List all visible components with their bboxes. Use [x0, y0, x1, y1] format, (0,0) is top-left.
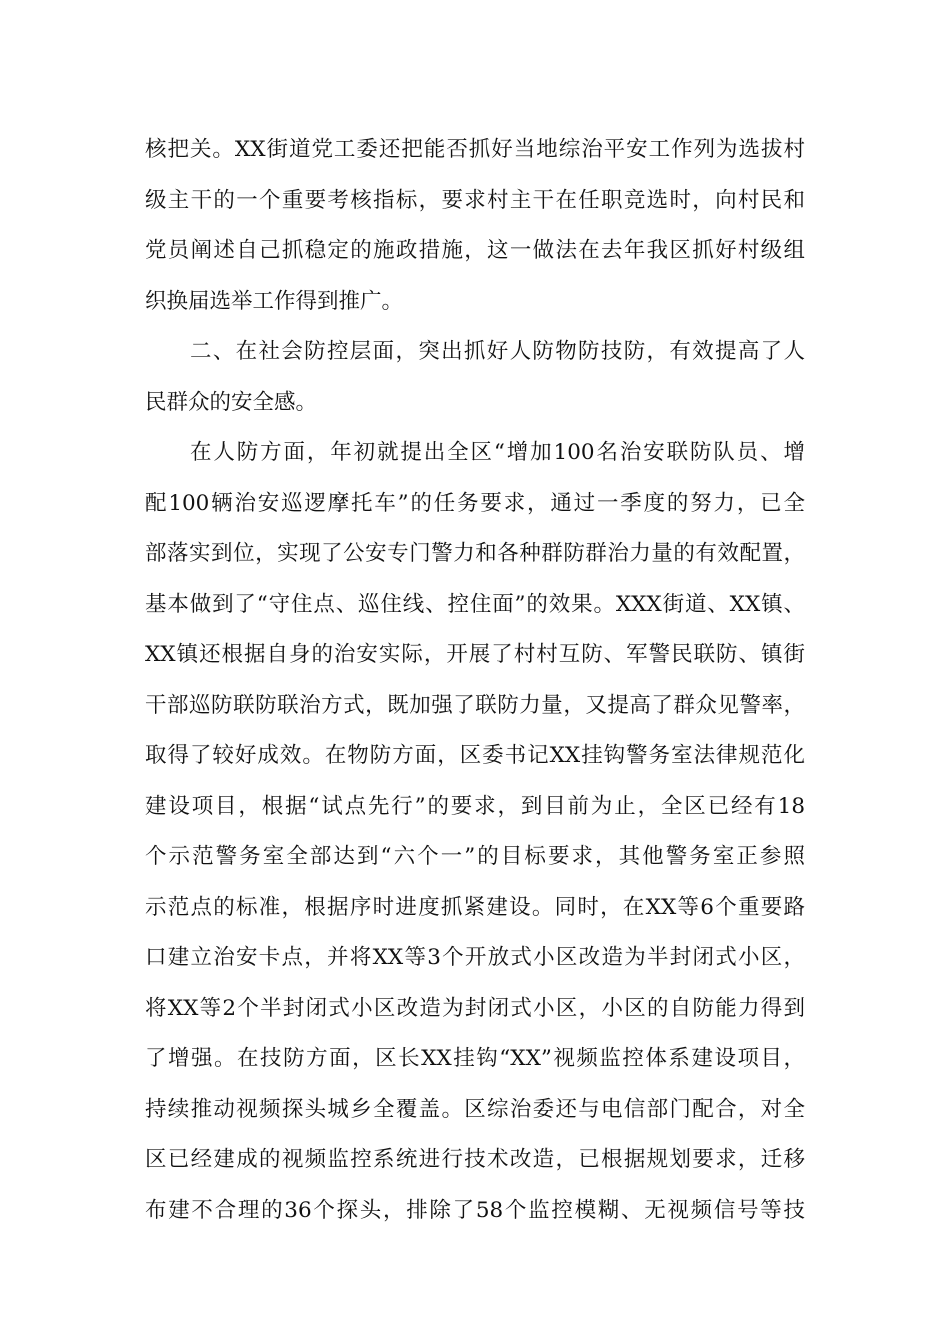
text-line: 党员阐述自己抓稳定的施政措施，这一做法在去年我区抓好村级组 [145, 238, 805, 263]
text-line: 持续推动视频探头城乡全覆盖。区综治委还与电信部门配合，对全 [145, 1096, 805, 1122]
text-line: XX镇还根据自身的治安实际，开展了村村互防、军警民联防、镇街 [145, 642, 805, 667]
text-line: 布建不合理的36个探头，排除了58个监控模糊、无视频信号等技 [145, 1197, 805, 1223]
text-line: 建设项目，根据“试点先行”的要求，到目前为止，全区已经有18 [145, 793, 805, 819]
text-line: 口建立治安卡点，并将XX等3个开放式小区改造为半封闭式小区， [145, 945, 805, 970]
text-line: 将XX等2个半封闭式小区改造为封闭式小区，小区的自防能力得到 [145, 995, 805, 1021]
text-line: 民群众的安全感。 [145, 389, 318, 415]
text-line: 取得了较好成效。在物防方面，区委书记XX挂钩警务室法律规范化 [145, 743, 805, 768]
text-line: 区已经建成的视频监控系统进行技术改造，已根据规划要求，迁移 [145, 1147, 805, 1172]
text-line: 干部巡防联防联治方式，既加强了联防力量，又提高了群众见警率， [145, 692, 805, 718]
text-line: 在人防方面，年初就提出全区“增加100名治安联防队员、增 [190, 440, 805, 465]
text-line: 示范点的标准，根据序时进度抓紧建设。同时，在XX等6个重要路 [145, 894, 805, 920]
text-line: 个示范警务室全部达到“六个一”的目标要求，其他警务室正参照 [145, 844, 805, 869]
text-line: 基本做到了“守住点、巡住线、控住面”的效果。XXX街道、XX镇、 [145, 591, 805, 617]
text-line: 核把关。XX街道党工委还把能否抓好当地综治平安工作列为选拔村 [145, 137, 805, 162]
text-line: 配100辆治安巡逻摩托车”的任务要求，通过一季度的努力，已全 [145, 490, 805, 516]
text-line: 织换届选举工作得到推广。 [145, 288, 404, 314]
text-line: 级主干的一个重要考核指标，要求村主干在任职竞选时，向村民和 [145, 187, 805, 213]
text-line: 二、在社会防控层面，突出抓好人防物防技防，有效提高了人 [190, 339, 805, 364]
text-line: 了增强。在技防方面，区长XX挂钩“XX”视频监控体系建设项目， [145, 1046, 805, 1071]
text-line: 部落实到位，实现了公安专门警力和各种群防群治力量的有效配置， [145, 541, 805, 566]
